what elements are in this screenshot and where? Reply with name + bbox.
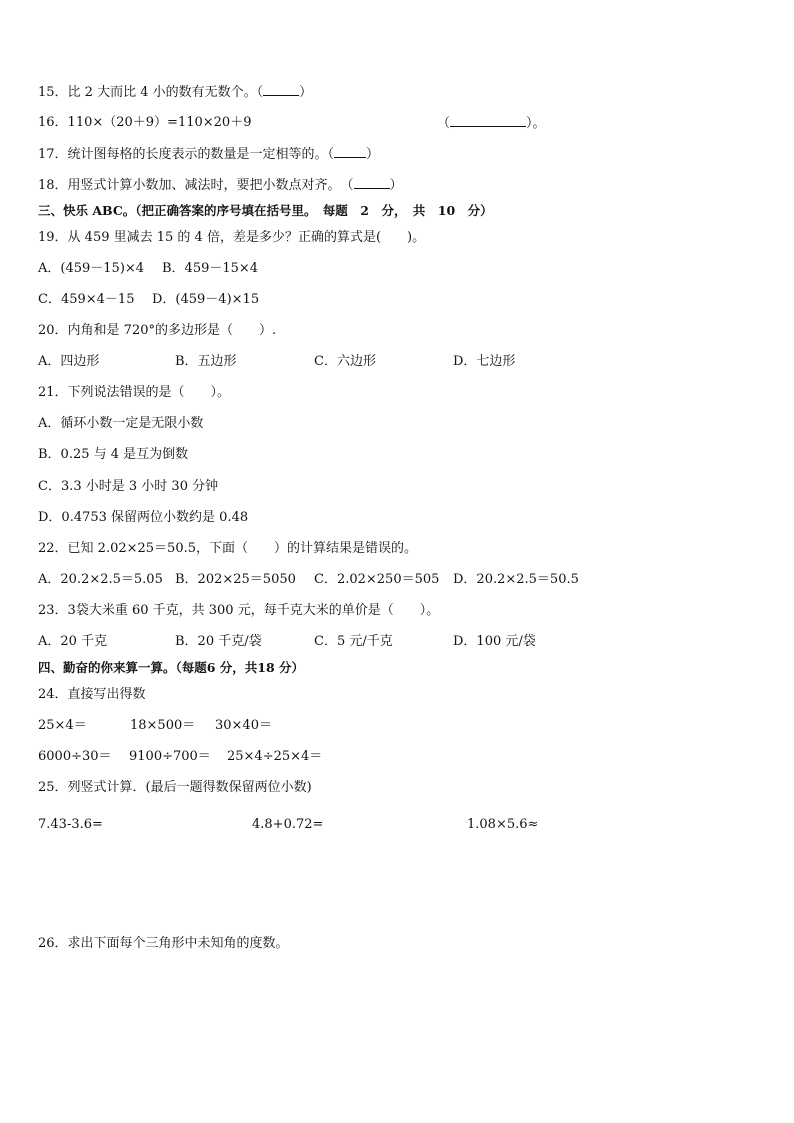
question-22-stem: 22．已知 2.02×25＝50.5，下面（ ）的计算结果是错误的。 [38, 541, 417, 556]
question-15-close: ） [299, 85, 313, 100]
question-20-option-d[interactable]: D．七边形 [453, 354, 516, 369]
question-21-option-b[interactable]: B．0.25 与 4 是互为倒数 [38, 447, 189, 462]
question-25-stem: 25．列竖式计算．(最后一题得数保留两位小数) [38, 780, 312, 795]
question-26-stem: 26．求出下面每个三角形中未知角的度数。 [38, 936, 289, 951]
question-19-option-b[interactable]: B．459－15×4 [162, 261, 259, 276]
calc-item: 25×4÷25×4＝ [227, 749, 323, 764]
question-21-stem: 21．下列说法错误的是（ ）。 [38, 385, 231, 400]
section-3-heading: 三、快乐 ABC。（把正确答案的序号填在括号里。 每题 2 分， 共 10 分） [38, 203, 493, 218]
vertical-calc-item: 7.43-3.6= [38, 817, 103, 832]
question-18-text: 18．用竖式计算小数加、减法时，要把小数点对齐。 （ [38, 178, 354, 193]
question-20-option-c[interactable]: C．六边形 [314, 354, 376, 369]
question-24-stem: 24．直接写出得数 [38, 687, 146, 702]
question-21-option-a[interactable]: A．循环小数一定是无限小数 [38, 416, 204, 431]
answer-blank-15[interactable] [263, 83, 299, 96]
question-21-option-d[interactable]: D．0.4753 保留两位小数约是 0.48 [38, 510, 249, 525]
question-22-option-b[interactable]: B．202×25＝5050 [175, 572, 296, 587]
section-4-heading: 四、勤奋的你来算一算。（每题6 分，共18 分） [38, 660, 305, 675]
question-17-text: 17．统计图每格的长度表示的数量是一定相等的。（ [38, 147, 335, 162]
calc-item: 9100÷700＝ [129, 749, 211, 764]
question-22-option-a[interactable]: A．20.2×2.5＝5.05 [38, 572, 163, 587]
calc-item: 6000÷30＝ [38, 749, 112, 764]
question-18-close: ） [389, 178, 403, 193]
question-16-close: ）。 [526, 116, 546, 131]
question-16-answer [437, 114, 546, 133]
answer-blank-16[interactable] [450, 114, 526, 127]
calc-item: 18×500＝ [130, 718, 196, 733]
question-19-option-c[interactable]: C．459×4－15 [38, 292, 135, 307]
question-23-option-c[interactable]: C．5 元/千克 [314, 634, 393, 649]
answer-blank-18[interactable] [354, 176, 390, 189]
question-23-option-d[interactable]: D．100 元/袋 [453, 634, 536, 649]
question-23-stem: 23．3袋大米重 60 千克，共 300 元，每千克大米的单价是（ ）。 [38, 603, 440, 618]
question-22-option-c[interactable]: C．2.02×250＝505 [314, 572, 440, 587]
question-21-option-c[interactable]: C．3.3 小时是 3 小时 30 分钟 [38, 479, 219, 494]
question-16-text: 16．110×（20＋9）=110×20＋9 [38, 115, 252, 130]
question-18 [38, 176, 403, 195]
question-20-stem: 20．内角和是 720°的多边形是（ ）. [38, 323, 277, 338]
vertical-calc-item: 4.8+0.72= [252, 817, 324, 832]
question-19-stem: 19．从 459 里减去 15 的 4 倍，差是多少？正确的算式是( )。 [38, 230, 426, 245]
question-20-option-a[interactable]: A．四边形 [38, 354, 100, 369]
question-22-option-d[interactable]: D．20.2×2.5＝50.5 [453, 572, 579, 587]
question-20-option-b[interactable]: B．五边形 [175, 354, 237, 369]
vertical-calc-item: 1.08×5.6≈ [467, 817, 539, 832]
question-15 [38, 83, 312, 102]
question-15-text: 15．比 2 大而比 4 小的数有无数个。（ [38, 85, 264, 100]
question-19-option-d[interactable]: D．(459－4)×15 [152, 292, 260, 307]
question-16-open: （ [437, 116, 451, 131]
question-17-close: ） [366, 147, 380, 162]
calc-item: 30×40＝ [215, 718, 272, 733]
answer-blank-17[interactable] [334, 145, 366, 158]
question-19-option-a[interactable]: A．(459－15)×4 [38, 261, 145, 276]
question-23-option-b[interactable]: B．20 千克/袋 [175, 634, 262, 649]
question-23-option-a[interactable]: A．20 千克 [38, 634, 108, 649]
question-17 [38, 145, 379, 164]
calc-item: 25×4＝ [38, 718, 87, 733]
question-16 [38, 114, 251, 132]
